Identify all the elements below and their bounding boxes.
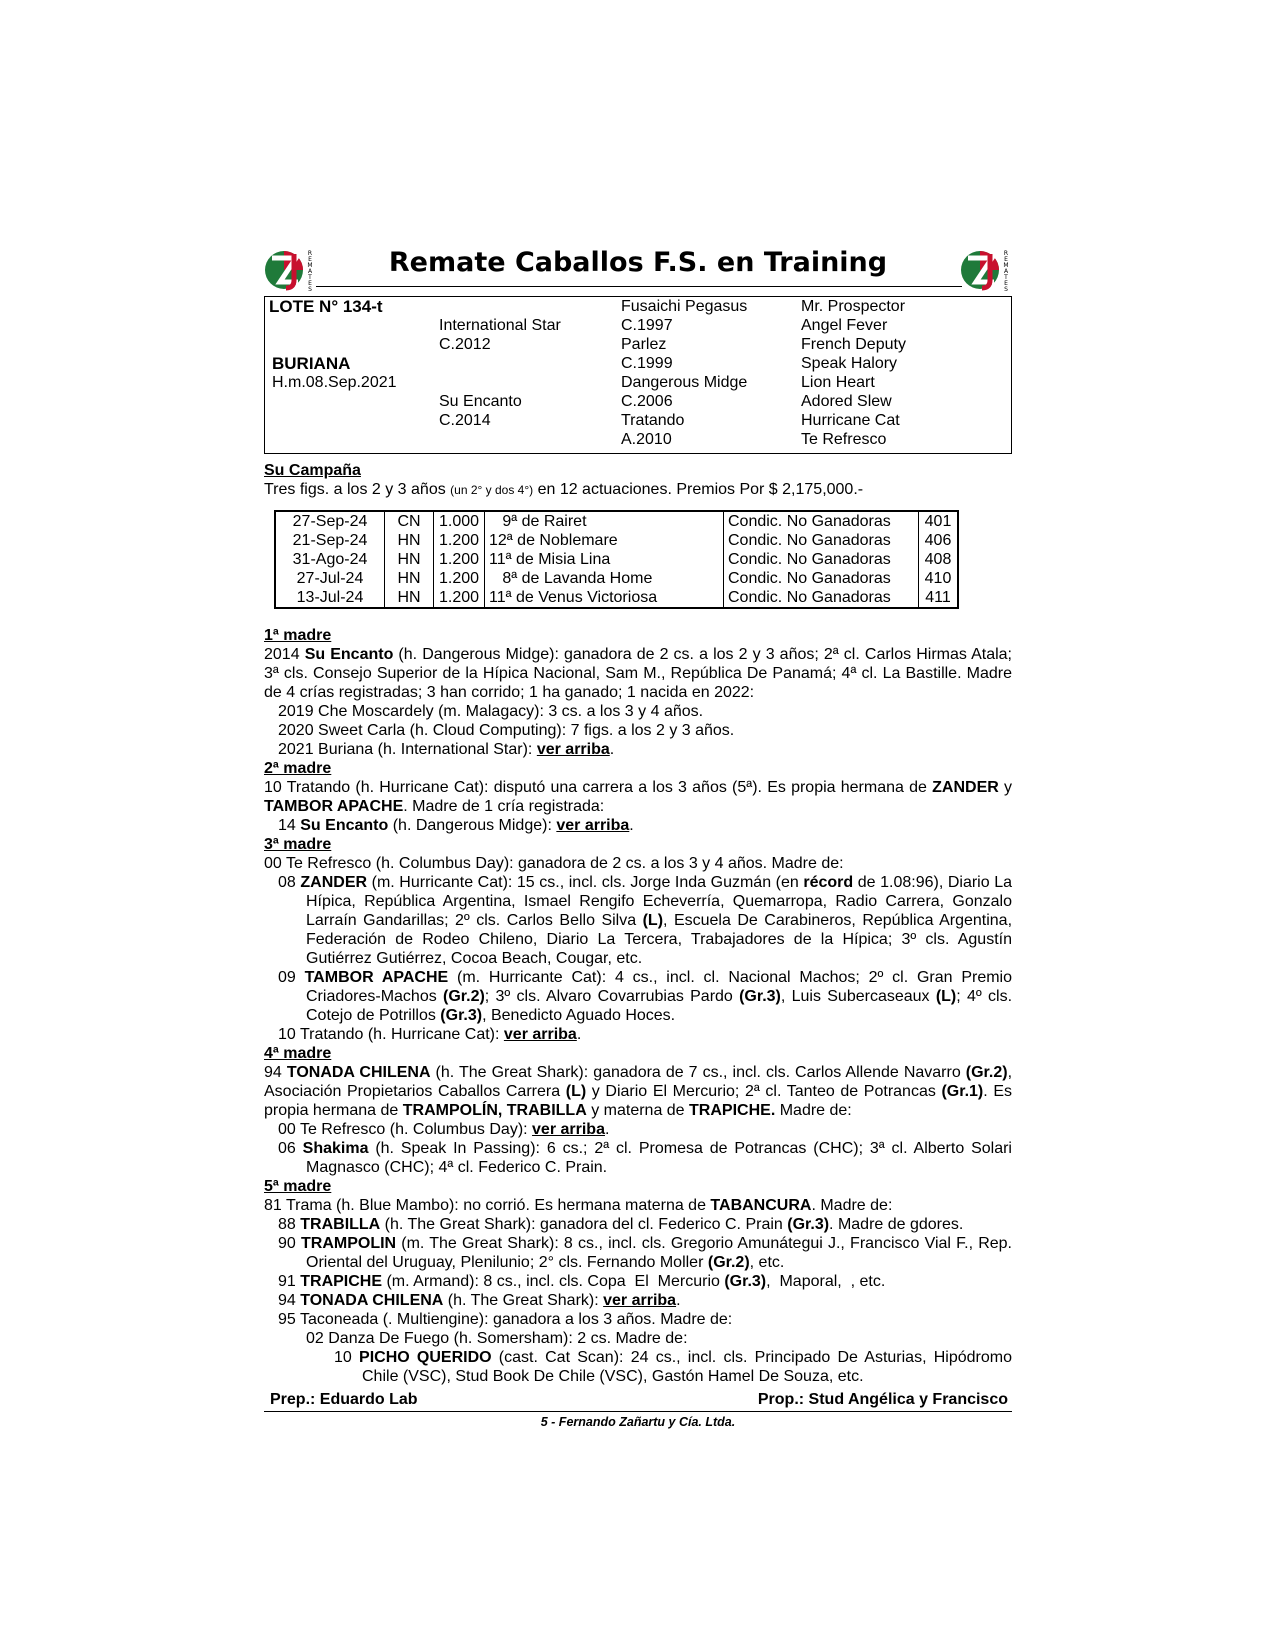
svg-text:A: A <box>307 268 313 275</box>
offspring-line: 00 Te Refresco (h. Columbus Day): ver arriba. <box>278 1121 610 1138</box>
svg-text:M: M <box>307 262 313 269</box>
svg-text:E: E <box>1004 280 1008 287</box>
offspring-line: 2019 Che Moscardely (m. Malagacy): 3 cs. a los 3 y 4 años. <box>278 703 704 720</box>
svg-text:E: E <box>308 280 312 287</box>
offspring-line: 91 TRAPICHE (m. Armand): 8 cs., incl. cls. Copa El Mercurio (Gr.3), Maporal, , etc. <box>278 1273 886 1290</box>
grandparent-3: Dangerous Midge <box>621 374 748 391</box>
svg-text:A: A <box>1003 268 1009 275</box>
owner: Prop.: Stud Angélica y Francisco <box>757 1391 1008 1408</box>
horse-info: H.m.08.Sep.2021 <box>272 374 397 391</box>
table-row: 27-Jul-24 HN 1.200 8ª de Lavanda Home Condic. No Ganadoras 410 <box>275 569 958 588</box>
great-grandparent: Mr. Prospector <box>801 298 906 315</box>
great-grandparent: Adored Slew <box>801 393 892 410</box>
pedigree-box <box>264 296 1012 454</box>
first-dam-title: 1ª madre <box>264 627 332 644</box>
campaign-summary: Tres figs. a los 2 y 3 años (un 2° y dos 4°) en 12 actuaciones. Premios Por $ 2,175,000.- <box>264 481 864 498</box>
grandparent-2: Parlez <box>621 336 667 353</box>
grandparent-3-year: C.2006 <box>621 393 673 410</box>
table-row: 21-Sep-24 HN 1.200 12ª de Noblemare Condic. No Ganadoras 406 <box>275 531 958 550</box>
svg-text:S: S <box>1004 286 1008 292</box>
svg-text:R: R <box>1003 250 1009 257</box>
svg-text:S: S <box>308 286 312 292</box>
dam-name: Su Encanto <box>439 393 522 410</box>
offspring-line: 2021 Buriana (h. International Star): ver arriba. <box>278 741 615 758</box>
fifth-dam-text: 81 Trama (h. Blue Mambo): no corrió. Es hermana materna de TABANCURA. Madre de: <box>264 1197 893 1214</box>
dam-year: C.2014 <box>439 412 491 429</box>
first-dam-text: 2014 Su Encanto (h. Dangerous Midge): ganadora de 2 cs. a los 2 y 3 años; 2ª cl. Carlos Hirmas Atala; 3ª cls. Consejo Superior de la Hípica Nacional, Sam M., República De Panamá; 4ª cl. La Bastille. Madre de 4 crías registradas; 3 han corrido; 1 ha ganado; 1 nacida en 2022: <box>264 646 1012 701</box>
svg-text:M: M <box>1003 262 1009 269</box>
svg-text:E: E <box>308 256 312 263</box>
title-divider <box>316 286 962 287</box>
grandparent-4-year: A.2010 <box>621 431 672 448</box>
offspring-line: 88 TRABILLA (h. The Great Shark): ganadora del cl. Federico C. Prain (Gr.3). Madre de gdores. <box>278 1216 964 1233</box>
lote-label: LOTE N° 134-t <box>269 297 383 316</box>
grandparent-4: Tratando <box>621 412 685 429</box>
third-dam-text: 00 Te Refresco (h. Columbus Day): ganadora de 2 cs. a los 3 y 4 años. Madre de: <box>264 855 844 872</box>
great-grandparent: Te Refresco <box>801 431 887 448</box>
offspring-line: 90 TRAMPOLIN (m. The Great Shark): 8 cs., incl. cls. Gregorio Amunátegui J., Francisco Vial F., Rep. Oriental del Uruguay, Plenilunio; 2° cls. Fernando Moller (Gr.2), etc. <box>278 1235 1013 1271</box>
sire-name: International Star <box>439 317 561 334</box>
fifth-dam-title: 5ª madre <box>264 1178 332 1195</box>
page-footer: 5 - Fernando Zañartu y Cía. Ltda. <box>540 1415 736 1429</box>
table-row: 13-Jul-24 HN 1.200 11ª de Venus Victoriosa Condic. No Ganadoras 411 <box>275 588 958 608</box>
family-section <box>264 626 1012 1386</box>
offspring-line: 09 TAMBOR APACHE (m. Hurricante Cat): 4 cs., incl. cl. Nacional Machos; 2º cl. Gran Premio Criadores-Machos (Gr.2); 3º cls. Alvaro Covarrubias Pardo (Gr.3), Luis Subercaseaux (L); 4º cls. Cotejo de Potrillos (Gr.3), Benedicto Aguado Hoces. <box>278 969 1013 1024</box>
svg-text:T: T <box>1004 274 1008 281</box>
sire-year: C.2012 <box>439 336 491 353</box>
fourth-dam-text: 94 TONADA CHILENA (h. The Great Shark): ganadora de 7 cs., incl. cls. Carlos Allende Navarro (Gr.2), Asociación Propietarios Caballos Carrera (L) y Diario El Mercurio; 2ª cl. Tanteo de Potrancas (Gr.1). Es propia hermana de TRAMPOLÍN, TRABILLA y materna de TRAPICHE. Madre de: <box>264 1064 1013 1119</box>
svg-text:R: R <box>307 250 313 257</box>
ver-arriba-link[interactable]: ver arriba <box>603 1292 677 1309</box>
svg-text:E: E <box>1004 256 1008 263</box>
ver-arriba-link[interactable]: ver arriba <box>556 817 630 834</box>
fourth-dam-title: 4ª madre <box>264 1045 332 1062</box>
campaign-title: Su Campaña <box>264 462 361 479</box>
great-grandparent: French Deputy <box>801 336 906 353</box>
offspring-line: 02 Danza De Fuego (h. Somersham): 2 cs. Madre de: <box>306 1330 688 1347</box>
prep-prop-row <box>264 1386 1012 1412</box>
table-row: 27-Sep-24 CN 1.000 9ª de Rairet Condic. No Ganadoras 401 <box>275 511 958 531</box>
great-grandparent: Lion Heart <box>801 374 875 391</box>
zj-remates-logo-right <box>960 246 1012 292</box>
offspring-line: 10 PICHO QUERIDO (cast. Cat Scan): 24 cs., incl. cls. Principado De Asturias, Hipódromo Chile (VSC), Stud Book De Chile (VSC), Gastón Hamel De Souza, etc. <box>334 1349 1012 1385</box>
grandparent-1: Fusaichi Pegasus <box>621 298 748 315</box>
offspring-line: 08 ZANDER (m. Hurricante Cat): 15 cs., incl. cls. Jorge Inda Guzmán (en récord de 1.08:96), Diario La Hípica, República Argentina, Ismael Rengifo Echeverría, Quemarropa, Radio Carrera, Gonzalo Larraín Gandarillas; 2º cls. Carlos Bello Silva (L), Escuela De Carabineros, República Argentina, Federación de Rodeo Chileno, Diario La Tercera, Trabajadores de la Hípica; 3º cls. Agustín Gutiérrez Gutiérrez, Cocoa Beach, Cougar, etc. <box>278 874 1013 967</box>
ver-arriba-link[interactable]: ver arriba <box>536 741 610 758</box>
grandparent-2-year: C.1999 <box>621 355 673 372</box>
offspring-line: 2020 Sweet Carla (h. Cloud Computing): 7 figs. a los 2 y 3 años. <box>278 722 735 739</box>
great-grandparent: Angel Fever <box>801 317 888 334</box>
ver-arriba-link[interactable]: ver arriba <box>532 1121 605 1138</box>
horse-name: BURIANA <box>272 354 351 373</box>
great-grandparent: Hurricane Cat <box>801 412 900 429</box>
offspring-line: 94 TONADA CHILENA (h. The Great Shark): ver arriba. <box>278 1292 681 1309</box>
preparer: Prep.: Eduardo Lab <box>270 1391 418 1408</box>
page-title: Remate Caballos F.S. en Training <box>388 247 888 278</box>
campaign-section <box>264 461 1012 609</box>
offspring-line: 14 Su Encanto (h. Dangerous Midge): ver arriba. <box>278 817 634 834</box>
offspring-line: 06 Shakima (h. Speak In Passing): 6 cs.; 2ª cl. Promesa de Potrancas (CHC); 3ª cl. Alberto Solari Magnasco (CHC); 4ª cl. Federico C. Prain. <box>278 1140 1012 1176</box>
grandparent-1-year: C.1997 <box>621 317 673 334</box>
second-dam-text: 10 Tratando (h. Hurricane Cat): disputó una carrera a los 3 años (5ª). Es propia hermana de ZANDER y TAMBOR APACHE. Madre de 1 cría registrada: <box>264 779 1013 815</box>
svg-text:T: T <box>308 274 312 281</box>
second-dam-title: 2ª madre <box>264 760 332 777</box>
catalog-page <box>264 242 1012 1429</box>
table-row: 31-Ago-24 HN 1.200 11ª de Misia Lina Condic. No Ganadoras 408 <box>275 550 958 569</box>
race-results-table <box>274 510 959 609</box>
great-grandparent: Speak Halory <box>801 355 898 372</box>
ver-arriba-link[interactable]: ver arriba <box>503 1026 577 1043</box>
offspring-line: 95 Taconeada (. Multiengine): ganadora a los 3 años. Madre de: <box>278 1311 733 1328</box>
page-header <box>264 242 1012 290</box>
offspring-line: 10 Tratando (h. Hurricane Cat): ver arriba. <box>278 1026 582 1043</box>
third-dam-title: 3ª madre <box>264 836 332 853</box>
